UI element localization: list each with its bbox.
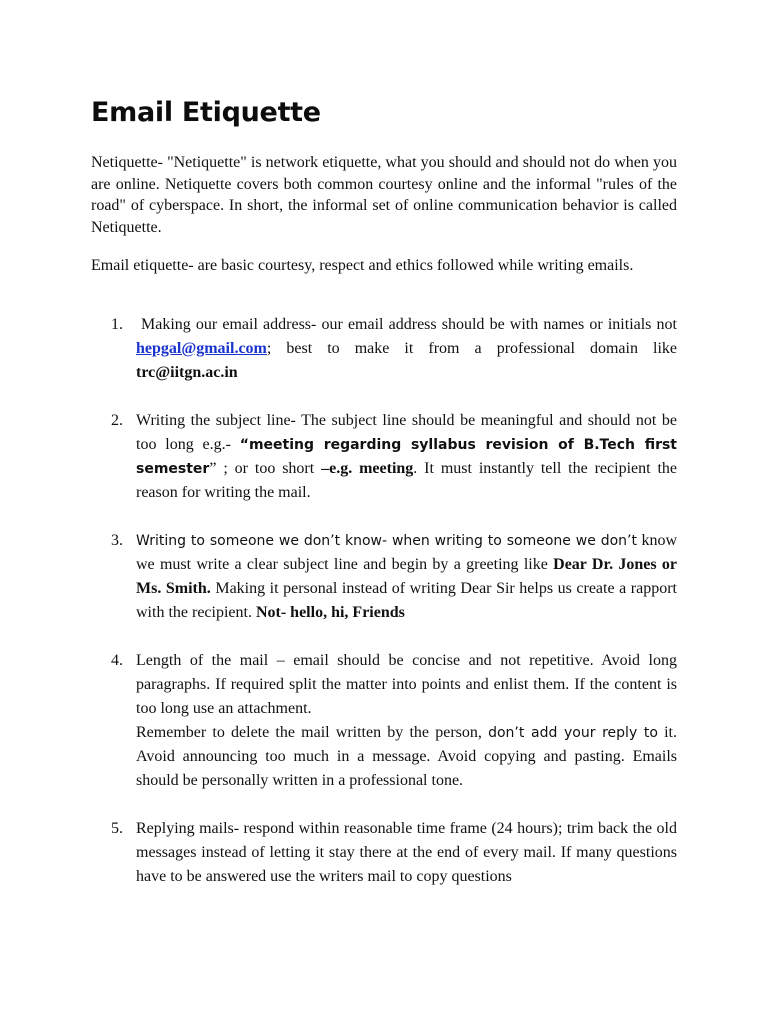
list-text: Remember to delete the mail written by the person, (136, 724, 489, 741)
email-link[interactable]: hepgal@gmail.com (136, 340, 267, 357)
list-text: Writing the subject line- The subject line should be meaningful and should not be too long e.g.- (136, 412, 677, 453)
list-text: Replying mails- respond within reasonable time frame (24 hours); trim back the old messages instead of letting it stay there at the end of every mail. If many questions have to be answered use the writers mail to copy questions (136, 820, 677, 885)
list-number: 5. (111, 820, 123, 837)
list-number: 2. (111, 412, 123, 429)
list-number: 1. (111, 316, 123, 333)
netiquette-paragraph: Netiquette- "Netiquette" is network etiquette, what you should and should not do when you are online. Netiquette covers both common courtesy online and the informal "rules of the road" of cyberspace. In short, the informal set of online communication behavior is called Netiquette. (91, 154, 677, 236)
list-text: Making our email address- our email address should be with names or initials not (141, 316, 677, 333)
list-text: . It must instantly tell the recipient the reason for writing the mail. (136, 460, 677, 501)
list-text: know we must write a clear subject line and begin by a greeting like (136, 532, 677, 573)
list-text-sans: Writing to someone we don’t know- when writing to someone we don’t (136, 533, 637, 549)
greeting-example: Dear Dr. Jones or Ms. Smith. (136, 556, 678, 597)
list-item-body (136, 817, 677, 889)
list-text: Making it personal instead of writing Dear Sir helps us create a rapport with the recipient. (136, 580, 677, 621)
list-item-body (136, 409, 677, 505)
list-item-body (136, 313, 677, 385)
email-etiquette-paragraph: Email etiquette- are basic courtesy, respect and ethics followed while writing emails. (91, 257, 634, 274)
list-text: ; best to make it from a professional domain like (266, 340, 677, 357)
subject-example-long: “meeting regarding syllabus revision of B.Tech first semester (136, 437, 678, 477)
page-title: Email Etiquette (91, 97, 321, 128)
list-number: 3. (111, 532, 123, 549)
greeting-avoid: Not- hello, hi, Friends (255, 604, 405, 621)
list-text-sans: don’t add your reply to (488, 725, 658, 741)
list-number: 4. (111, 652, 123, 669)
list-text: ” ; or too short (209, 460, 322, 477)
list-item-body (136, 529, 677, 625)
list-text: Length of the mail – email should be concise and not repetitive. Avoid long paragraphs. If required split the matter into points and enlist them. If the content is too long use an attachment. (136, 652, 677, 717)
list-text: it. Avoid announcing too much in a message. Avoid copying and pasting. Emails should be personally written in a professional tone. (136, 724, 678, 789)
list-item-body (136, 649, 677, 793)
subject-example-short: –e.g. meeting (321, 460, 414, 477)
domain-example: trc@iitgn.ac.in (136, 364, 238, 381)
